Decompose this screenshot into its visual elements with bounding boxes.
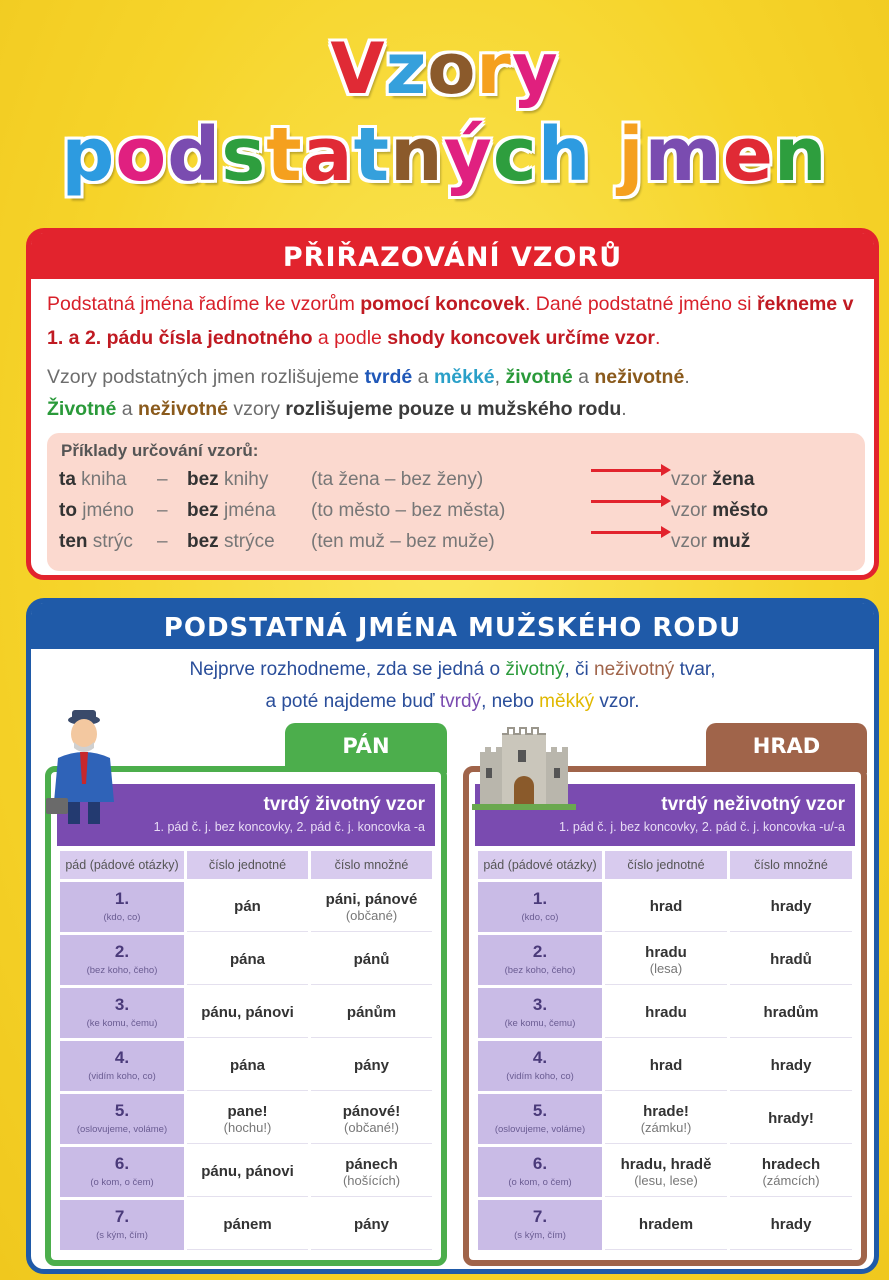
word-nezivotny: neživotný bbox=[594, 659, 675, 680]
case-cell: 7. (s kým, čím) bbox=[478, 1200, 602, 1250]
types-text: . bbox=[684, 366, 690, 388]
assigning-patterns-heading: PŘIŘAZOVÁNÍ VZORŮ bbox=[31, 233, 874, 279]
table-row bbox=[60, 1200, 432, 1250]
hrad-declension-table bbox=[475, 848, 855, 1253]
column-header: pád (pádové otázky) bbox=[60, 851, 184, 879]
gender-text: a bbox=[116, 398, 139, 420]
table-row bbox=[60, 988, 432, 1038]
table-row bbox=[478, 935, 852, 985]
plural-cell: pánové! (občané!) bbox=[311, 1094, 432, 1144]
title-letter: c bbox=[492, 112, 538, 198]
case-cell: 1. (kdo, co) bbox=[60, 882, 184, 932]
singular-cell: hradu, hradě (lesu, lese) bbox=[605, 1147, 727, 1197]
singular-cell: pána bbox=[187, 935, 308, 985]
hrad-rule: 1. pád č. j. bez koncovky, 2. pád č. j. koncovka -u/-a bbox=[558, 820, 845, 834]
masculine-nouns-heading: PODSTATNÁ JMÉNA MUŽSKÉHO RODU bbox=[31, 603, 874, 649]
example-paren: (ten muž – bez muže) bbox=[311, 531, 495, 552]
rule-bold: řekneme v 1. a 2. pádu čísla jednotného bbox=[47, 293, 854, 349]
title-line-2 bbox=[0, 112, 889, 198]
example-paren: (ta žena – bez ženy) bbox=[311, 469, 484, 490]
example-word-1: ta kniha bbox=[59, 469, 127, 490]
plural-cell: hradech (zámcích) bbox=[730, 1147, 852, 1197]
title-letter: e bbox=[722, 112, 774, 198]
gender-text: vzory bbox=[227, 398, 286, 420]
gender-paragraph bbox=[47, 393, 867, 426]
types-text: Vzory podstatných jmen rozlišujeme bbox=[47, 366, 365, 388]
column-header: číslo jednotné bbox=[187, 851, 308, 879]
table-row bbox=[478, 1147, 852, 1197]
types-text: a bbox=[412, 366, 434, 388]
column-header: číslo množné bbox=[311, 851, 432, 879]
title-letter bbox=[591, 112, 618, 198]
singular-cell: pánem bbox=[187, 1200, 308, 1250]
table-row bbox=[60, 882, 432, 932]
pan-rule: 1. pád č. j. bez koncovky, 2. pád č. j. koncovka -a bbox=[153, 820, 425, 834]
word-mekky: měkký bbox=[539, 691, 595, 712]
word-tvrde: tvrdé bbox=[364, 366, 413, 388]
title-letter: t bbox=[266, 112, 303, 198]
gender-bold: rozlišujeme pouze u mužského rodu bbox=[285, 398, 622, 420]
pan-declension-table bbox=[57, 848, 435, 1253]
rule-bold: pomocí koncovek bbox=[360, 293, 525, 315]
examples-box bbox=[47, 433, 865, 571]
intro-text: vzor. bbox=[594, 691, 640, 712]
plural-cell: hrady! bbox=[730, 1094, 852, 1144]
case-cell: 4. (vidím koho, co) bbox=[478, 1041, 602, 1091]
case-cell: 5. (oslovujeme, voláme) bbox=[60, 1094, 184, 1144]
masculine-nouns-box bbox=[26, 598, 879, 1274]
word-zivotne: životné bbox=[505, 366, 573, 388]
intro-text: Nejprve rozhodneme, zda se jedná o bbox=[189, 659, 506, 680]
plural-cell: pány bbox=[311, 1200, 432, 1250]
intro-text: tvar, bbox=[674, 659, 716, 680]
examples-title: Příklady určování vzorů: bbox=[61, 441, 259, 460]
plural-cell: hrady bbox=[730, 882, 852, 932]
intro-text: , či bbox=[564, 659, 595, 680]
intro-line-2 bbox=[31, 691, 874, 713]
singular-cell: hradem bbox=[605, 1200, 727, 1250]
singular-cell: pane! (hochu!) bbox=[187, 1094, 308, 1144]
column-header: pád (pádové otázky) bbox=[478, 851, 602, 879]
case-cell: 2. (bez koho, čeho) bbox=[60, 935, 184, 985]
column-header: číslo jednotné bbox=[605, 851, 727, 879]
rule-paragraph bbox=[47, 287, 867, 355]
gentleman-illustration bbox=[44, 706, 124, 830]
title-letter: t bbox=[353, 112, 390, 198]
table-row bbox=[478, 1094, 852, 1144]
gender-text: . bbox=[621, 398, 627, 420]
case-cell: 1. (kdo, co) bbox=[478, 882, 602, 932]
intro-line-1 bbox=[31, 659, 874, 681]
rule-text: a podle bbox=[312, 327, 388, 349]
table-header-row bbox=[60, 851, 432, 879]
title-letter: n bbox=[773, 112, 828, 198]
table-row bbox=[60, 935, 432, 985]
example-row bbox=[59, 531, 849, 561]
hrad-table-card bbox=[463, 766, 867, 1266]
word-zivotny: životný bbox=[505, 659, 565, 680]
table-row bbox=[478, 882, 852, 932]
example-word-1: ten strýc bbox=[59, 531, 133, 552]
column-header: číslo množné bbox=[730, 851, 852, 879]
title-letter: d bbox=[167, 112, 222, 198]
table-row bbox=[60, 1041, 432, 1091]
title-letter: y bbox=[511, 28, 559, 110]
plural-cell: pánů bbox=[311, 935, 432, 985]
table-header-row bbox=[478, 851, 852, 879]
rule-text: . bbox=[654, 327, 661, 349]
example-dash: – bbox=[157, 531, 168, 552]
table-row bbox=[60, 1147, 432, 1197]
arrow-icon bbox=[591, 531, 663, 534]
example-word-2: bez jména bbox=[187, 500, 276, 521]
title-letter: h bbox=[537, 112, 592, 198]
rule-text: . Dané podstatné jméno si bbox=[524, 293, 757, 315]
case-cell: 3. (ke komu, čemu) bbox=[478, 988, 602, 1038]
plural-cell: hradů bbox=[730, 935, 852, 985]
case-cell: 4. (vidím koho, co) bbox=[60, 1041, 184, 1091]
singular-cell: pánu, pánovi bbox=[187, 1147, 308, 1197]
case-cell: 6. (o kom, o čem) bbox=[60, 1147, 184, 1197]
plural-cell: hrady bbox=[730, 1041, 852, 1091]
types-text: , bbox=[494, 366, 506, 388]
title-letter: p bbox=[61, 112, 116, 198]
title-letter: z bbox=[385, 28, 428, 110]
title-letter: ý bbox=[443, 112, 493, 198]
title-letter: n bbox=[389, 112, 444, 198]
word-mekke: měkké bbox=[433, 366, 495, 388]
title-line-1 bbox=[0, 28, 889, 110]
types-paragraph bbox=[47, 361, 867, 394]
plural-cell: pánech (hošících) bbox=[311, 1147, 432, 1197]
castle-illustration bbox=[472, 724, 576, 810]
title-letter: s bbox=[221, 112, 267, 198]
hrad-label: HRAD bbox=[706, 723, 867, 773]
singular-cell: pána bbox=[187, 1041, 308, 1091]
case-cell: 7. (s kým, čím) bbox=[60, 1200, 184, 1250]
case-cell: 5. (oslovujeme, voláme) bbox=[478, 1094, 602, 1144]
example-row bbox=[59, 500, 849, 530]
example-dash: – bbox=[157, 469, 168, 490]
word-nezivotne-2: neživotné bbox=[138, 398, 228, 420]
rule-bold: shody koncovek určíme vzor bbox=[387, 327, 655, 349]
case-cell: 6. (o kom, o čem) bbox=[478, 1147, 602, 1197]
title-letter: o bbox=[115, 112, 168, 198]
types-text: a bbox=[572, 366, 595, 388]
singular-cell: hradu bbox=[605, 988, 727, 1038]
plural-cell: pánům bbox=[311, 988, 432, 1038]
pan-label: PÁN bbox=[285, 723, 447, 773]
case-cell: 2. (bez koho, čeho) bbox=[478, 935, 602, 985]
singular-cell: hrade! (zámku!) bbox=[605, 1094, 727, 1144]
intro-text: a poté najdeme buď bbox=[265, 691, 440, 712]
pan-type: tvrdý životný vzor bbox=[263, 794, 425, 815]
example-paren: (to město – bez města) bbox=[311, 500, 506, 521]
singular-cell: pánu, pánovi bbox=[187, 988, 308, 1038]
singular-cell: hrad bbox=[605, 1041, 727, 1091]
table-row bbox=[478, 988, 852, 1038]
title-letter: o bbox=[427, 28, 477, 110]
title-letter: a bbox=[302, 112, 354, 198]
example-result: vzor žena bbox=[671, 469, 755, 490]
plural-cell: hradům bbox=[730, 988, 852, 1038]
title-letter: j bbox=[618, 112, 645, 198]
arrow-icon bbox=[591, 469, 663, 472]
hrad-type: tvrdý neživotný vzor bbox=[661, 794, 845, 815]
example-row bbox=[59, 469, 849, 499]
example-dash: – bbox=[157, 500, 168, 521]
example-word-1: to jméno bbox=[59, 500, 134, 521]
table-row bbox=[60, 1094, 432, 1144]
singular-cell: pán bbox=[187, 882, 308, 932]
case-cell: 3. (ke komu, čemu) bbox=[60, 988, 184, 1038]
plural-cell: páni, pánové (občané) bbox=[311, 882, 432, 932]
assigning-patterns-box bbox=[26, 228, 879, 580]
table-row bbox=[478, 1200, 852, 1250]
pan-table-card bbox=[45, 766, 447, 1266]
plural-cell: pány bbox=[311, 1041, 432, 1091]
title-letter: m bbox=[644, 112, 723, 198]
word-nezivotne: neživotné bbox=[594, 366, 685, 388]
example-word-2: bez strýce bbox=[187, 531, 275, 552]
singular-cell: hrad bbox=[605, 882, 727, 932]
rule-text: Podstatná jména řadíme ke vzorům bbox=[47, 293, 361, 315]
word-tvrdy: tvrdý bbox=[439, 691, 482, 712]
example-word-2: bez knihy bbox=[187, 469, 269, 490]
intro-text: , nebo bbox=[481, 691, 540, 712]
table-row bbox=[478, 1041, 852, 1091]
arrow-icon bbox=[591, 500, 663, 503]
word-zivotne-2: Životné bbox=[47, 398, 117, 420]
example-result: vzor muž bbox=[671, 531, 751, 552]
title-letter: V bbox=[330, 28, 386, 110]
title-letter: r bbox=[476, 28, 512, 110]
example-result: vzor město bbox=[671, 500, 769, 521]
singular-cell: hradu (lesa) bbox=[605, 935, 727, 985]
plural-cell: hrady bbox=[730, 1200, 852, 1250]
